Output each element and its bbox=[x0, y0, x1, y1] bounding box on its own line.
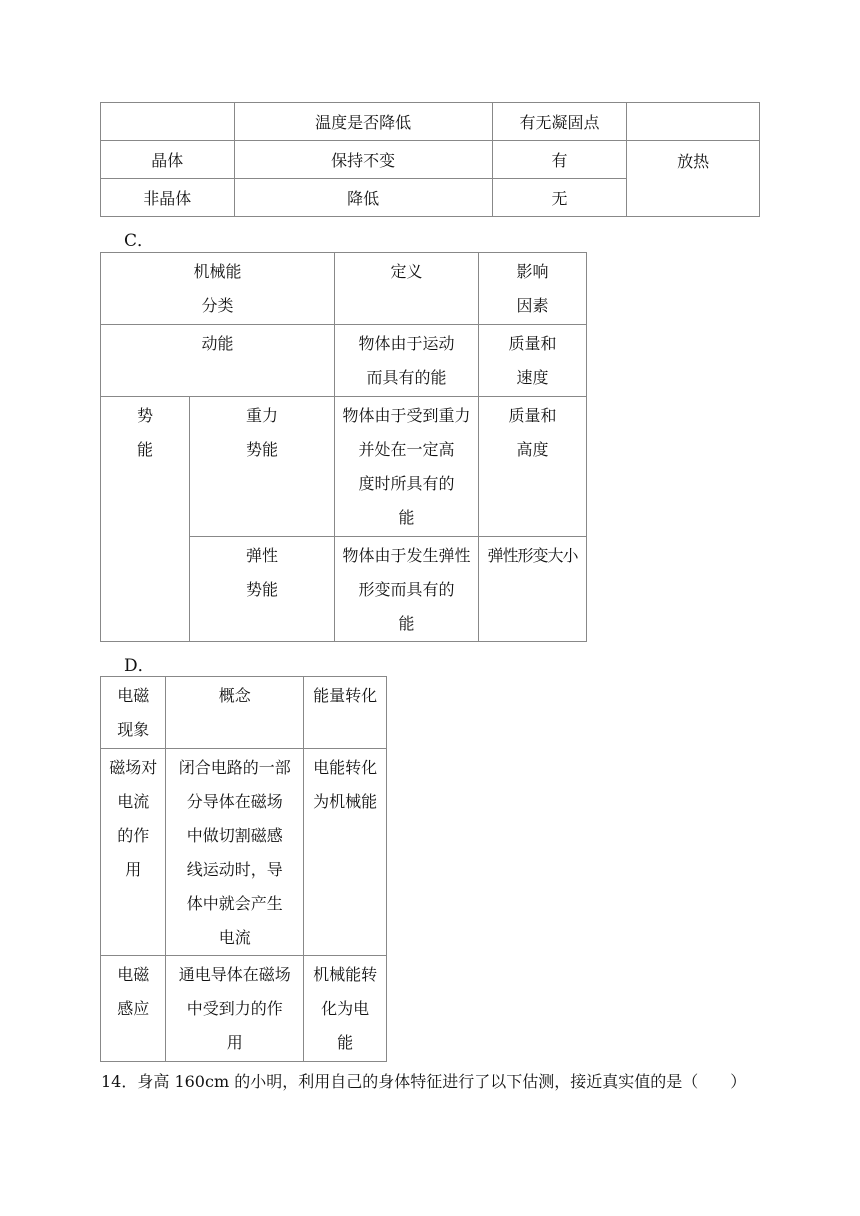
option-d-label: D． bbox=[124, 656, 155, 676]
table-c-potential-label: 势 能 bbox=[101, 397, 190, 642]
table-b-header-temperature: 温度是否降低 bbox=[234, 103, 492, 141]
table-b-cell: 保持不变 bbox=[234, 141, 492, 179]
table-d-header-phenomenon: 电磁 现象 bbox=[101, 677, 166, 749]
table-b-cell: 降低 bbox=[234, 179, 492, 217]
question-14: 14．身高 160cm 的小明，利用自己的身体特征进行了以下估测，接近真实值的是（ ） bbox=[101, 1072, 747, 1091]
table-d-header-concept: 概念 bbox=[166, 677, 304, 749]
table-c-header-category: 机械能 分类 bbox=[101, 253, 335, 325]
table-b-merged-cell: 放热 bbox=[627, 141, 760, 217]
table-b-cell: 有 bbox=[492, 141, 627, 179]
table-mechanical-energy bbox=[100, 252, 587, 642]
table-c-kinetic-name: 动能 bbox=[101, 325, 335, 397]
table-b-header-empty bbox=[101, 103, 235, 141]
table-c-elastic-factors: 弹性形变大小 bbox=[479, 537, 587, 642]
table-d-row2-phenomenon: 电磁 感应 bbox=[101, 956, 166, 1062]
table-d-row2-concept: 通电导体在磁场 中受到力的作 用 bbox=[166, 956, 304, 1062]
table-d-row1-concept: 闭合电路的一部 分导体在磁场 中做切割磁感 线运动时，导 体中就会产生 电流 bbox=[166, 749, 304, 956]
table-c-gravity-definition: 物体由于受到重力 并处在一定高 度时所具有的 能 bbox=[335, 397, 479, 537]
table-d-row2-energy: 机械能转 化为电 能 bbox=[304, 956, 387, 1062]
table-b-cell: 无 bbox=[492, 179, 627, 217]
table-b-cell: 非晶体 bbox=[101, 179, 235, 217]
table-c-elastic-name: 弹性 势能 bbox=[190, 537, 335, 642]
table-c-header-factors: 影响 因素 bbox=[479, 253, 587, 325]
table-d-row1-phenomenon: 磁场对 电流 的作 用 bbox=[101, 749, 166, 956]
table-d-header-energy: 能量转化 bbox=[304, 677, 387, 749]
table-crystal-comparison bbox=[100, 102, 760, 217]
table-b-cell: 晶体 bbox=[101, 141, 235, 179]
table-c-elastic-definition: 物体由于发生弹性 形变而具有的 能 bbox=[335, 537, 479, 642]
table-c-gravity-name: 重力 势能 bbox=[190, 397, 335, 537]
table-d-row1-energy: 电能转化 为机械能 bbox=[304, 749, 387, 956]
table-c-kinetic-definition: 物体由于运动 而具有的能 bbox=[335, 325, 479, 397]
table-c-gravity-factors: 质量和 高度 bbox=[479, 397, 587, 537]
option-c-label: C． bbox=[124, 231, 155, 251]
table-c-kinetic-factors: 质量和 速度 bbox=[479, 325, 587, 397]
table-b-header-right-empty bbox=[627, 103, 760, 141]
table-b-header-freezing-point: 有无凝固点 bbox=[492, 103, 627, 141]
table-c-header-definition: 定义 bbox=[335, 253, 479, 325]
table-electromagnetism bbox=[100, 676, 387, 1062]
